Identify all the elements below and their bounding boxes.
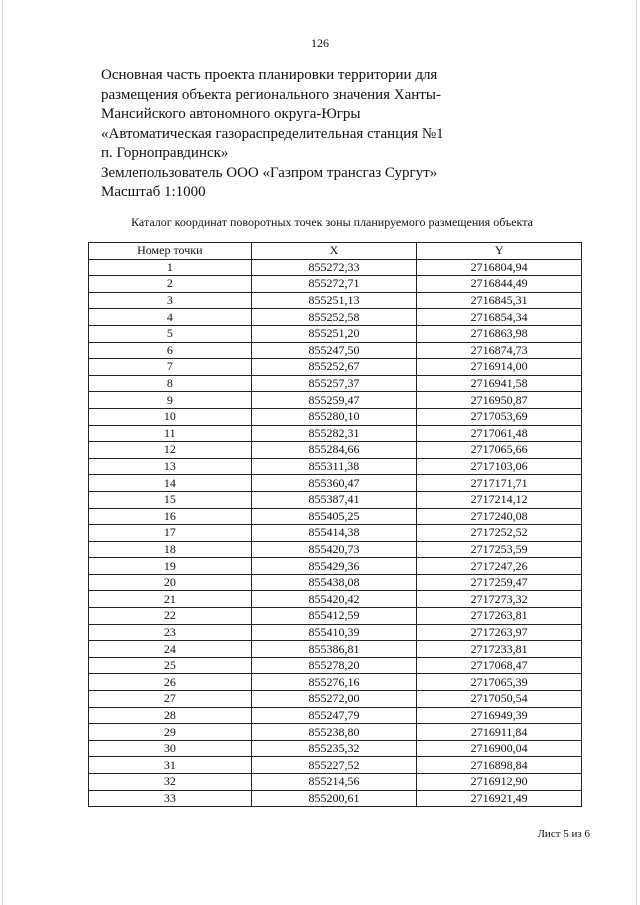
table-caption-text: Каталог координат поворотных точек зоны планируемого размещения объекта [131, 215, 533, 229]
table-row [89, 790, 582, 807]
cell-x: 855282,31 [251, 425, 417, 442]
cell-x: 855386,81 [251, 641, 417, 658]
cell-y: 2717240,08 [417, 508, 582, 525]
cell-y: 2717259,47 [417, 574, 582, 591]
cell-point-number: 9 [89, 392, 252, 409]
cell-x: 855412,59 [251, 608, 417, 625]
scan-edge-left [2, 0, 3, 905]
title-line: п. Горноправдинск» [101, 145, 229, 161]
cell-y: 2716844,49 [417, 276, 582, 293]
cell-x: 855272,00 [251, 691, 417, 708]
cell-point-number: 7 [89, 359, 252, 376]
table-row [89, 691, 582, 708]
table-row [89, 558, 582, 575]
title-line: Основная часть проекта планировки территории для [101, 67, 438, 83]
cell-y: 2717214,12 [417, 491, 582, 508]
cell-point-number: 4 [89, 309, 252, 326]
cell-point-number: 25 [89, 657, 252, 674]
table-row [89, 608, 582, 625]
header-y: Y [417, 243, 582, 260]
cell-x: 855257,37 [251, 375, 417, 392]
cell-x: 855247,79 [251, 707, 417, 724]
cell-point-number: 18 [89, 541, 252, 558]
cell-x: 855280,10 [251, 408, 417, 425]
cell-y: 2716950,87 [417, 392, 582, 409]
scan-edge-right [636, 0, 637, 905]
cell-x: 855360,47 [251, 475, 417, 492]
cell-point-number: 8 [89, 375, 252, 392]
cell-x: 855252,67 [251, 359, 417, 376]
cell-point-number: 6 [89, 342, 252, 359]
table-row [89, 740, 582, 757]
cell-point-number: 12 [89, 442, 252, 459]
cell-x: 855284,66 [251, 442, 417, 459]
cell-x: 855438,08 [251, 574, 417, 591]
cell-point-number: 11 [89, 425, 252, 442]
cell-y: 2716941,58 [417, 375, 582, 392]
cell-point-number: 24 [89, 641, 252, 658]
cell-y: 2717103,06 [417, 458, 582, 475]
cell-x: 855272,33 [251, 259, 417, 276]
table-row [89, 359, 582, 376]
cell-y: 2717053,69 [417, 408, 582, 425]
header-point-number: Номер точки [89, 243, 252, 260]
cell-x: 855272,71 [251, 276, 417, 293]
table-row [89, 325, 582, 342]
cell-y: 2717263,97 [417, 624, 582, 641]
cell-point-number: 29 [89, 724, 252, 741]
cell-x: 855420,42 [251, 591, 417, 608]
land-user-line: Землепользователь ООО «Газпром трансгаз Сургут» [101, 164, 438, 181]
cell-x: 855200,61 [251, 790, 417, 807]
cell-point-number: 30 [89, 740, 252, 757]
cell-point-number: 14 [89, 475, 252, 492]
cell-point-number: 32 [89, 774, 252, 791]
cell-x: 855227,52 [251, 757, 417, 774]
table-row [89, 491, 582, 508]
cell-x: 855251,20 [251, 325, 417, 342]
cell-y: 2717068,47 [417, 657, 582, 674]
document-title [101, 66, 571, 203]
cell-y: 2716898,84 [417, 757, 582, 774]
page-number: 126 [311, 36, 329, 50]
cell-x: 855410,39 [251, 624, 417, 641]
cell-point-number: 10 [89, 408, 252, 425]
cell-y: 2716912,90 [417, 774, 582, 791]
table-header-row [89, 243, 582, 260]
table-row [89, 724, 582, 741]
cell-x: 855235,32 [251, 740, 417, 757]
cell-y: 2716911,84 [417, 724, 582, 741]
table-row [89, 458, 582, 475]
cell-point-number: 2 [89, 276, 252, 293]
cell-x: 855414,38 [251, 525, 417, 542]
table-caption [0, 215, 640, 230]
title-line: размещения объекта регионального значения Ханты- [101, 86, 441, 103]
cell-y: 2717050,54 [417, 691, 582, 708]
cell-y: 2716914,00 [417, 359, 582, 376]
cell-point-number: 33 [89, 790, 252, 807]
table-row [89, 276, 582, 293]
cell-x: 855429,36 [251, 558, 417, 575]
table-row [89, 342, 582, 359]
table-row [89, 309, 582, 326]
cell-y: 2717273,32 [417, 591, 582, 608]
table-row [89, 674, 582, 691]
cell-point-number: 5 [89, 325, 252, 342]
table-row [89, 392, 582, 409]
cell-y: 2716874,73 [417, 342, 582, 359]
cell-y: 2717061,48 [417, 425, 582, 442]
cell-y: 2717253,59 [417, 541, 582, 558]
cell-point-number: 27 [89, 691, 252, 708]
table-row [89, 641, 582, 658]
cell-y: 2716854,34 [417, 309, 582, 326]
table-row [89, 408, 582, 425]
cell-x: 855238,80 [251, 724, 417, 741]
table-row [89, 757, 582, 774]
table-row [89, 425, 582, 442]
cell-y: 2717247,26 [417, 558, 582, 575]
sheet-label: Лист 5 из 6 [537, 828, 590, 840]
cell-point-number: 15 [89, 491, 252, 508]
cell-point-number: 22 [89, 608, 252, 625]
cell-y: 2716863,98 [417, 325, 582, 342]
cell-point-number: 1 [89, 259, 252, 276]
cell-point-number: 23 [89, 624, 252, 641]
cell-point-number: 3 [89, 292, 252, 309]
cell-y: 2717252,52 [417, 525, 582, 542]
cell-y: 2716921,49 [417, 790, 582, 807]
cell-point-number: 17 [89, 525, 252, 542]
table-row [89, 525, 582, 542]
cell-x: 855259,47 [251, 392, 417, 409]
cell-x: 855251,13 [251, 292, 417, 309]
cell-x: 855276,16 [251, 674, 417, 691]
scale-line: Масштаб 1:1000 [101, 184, 206, 200]
cell-y: 2717065,66 [417, 442, 582, 459]
table-row [89, 475, 582, 492]
cell-point-number: 20 [89, 574, 252, 591]
table-row [89, 541, 582, 558]
table-row [89, 624, 582, 641]
cell-y: 2717263,81 [417, 608, 582, 625]
header-x: X [251, 243, 417, 260]
table-row [89, 657, 582, 674]
table-row [89, 574, 582, 591]
cell-x: 855405,25 [251, 508, 417, 525]
cell-x: 855278,20 [251, 657, 417, 674]
title-line: «Автоматическая газораспределительная станция №1 [101, 125, 444, 142]
title-line: Мансийского автономного округа-Югры [101, 106, 361, 122]
cell-y: 2716804,94 [417, 259, 582, 276]
cell-x: 855387,41 [251, 491, 417, 508]
table-row [89, 774, 582, 791]
table-row [89, 508, 582, 525]
cell-y: 2716845,31 [417, 292, 582, 309]
table-row [89, 292, 582, 309]
cell-point-number: 28 [89, 707, 252, 724]
table-body [89, 259, 582, 807]
table-row [89, 591, 582, 608]
cell-point-number: 13 [89, 458, 252, 475]
cell-point-number: 19 [89, 558, 252, 575]
cell-x: 855252,58 [251, 309, 417, 326]
cell-point-number: 31 [89, 757, 252, 774]
cell-point-number: 16 [89, 508, 252, 525]
table-row [89, 442, 582, 459]
cell-y: 2717233,81 [417, 641, 582, 658]
cell-x: 855214,56 [251, 774, 417, 791]
cell-y: 2716949,39 [417, 707, 582, 724]
table-row [89, 375, 582, 392]
cell-x: 855247,50 [251, 342, 417, 359]
table-row [89, 259, 582, 276]
table-row [89, 707, 582, 724]
cell-y: 2717171,71 [417, 475, 582, 492]
coordinates-table [88, 242, 582, 807]
cell-x: 855311,38 [251, 458, 417, 475]
cell-y: 2716900,04 [417, 740, 582, 757]
cell-x: 855420,73 [251, 541, 417, 558]
cell-point-number: 26 [89, 674, 252, 691]
cell-point-number: 21 [89, 591, 252, 608]
cell-y: 2717065,39 [417, 674, 582, 691]
